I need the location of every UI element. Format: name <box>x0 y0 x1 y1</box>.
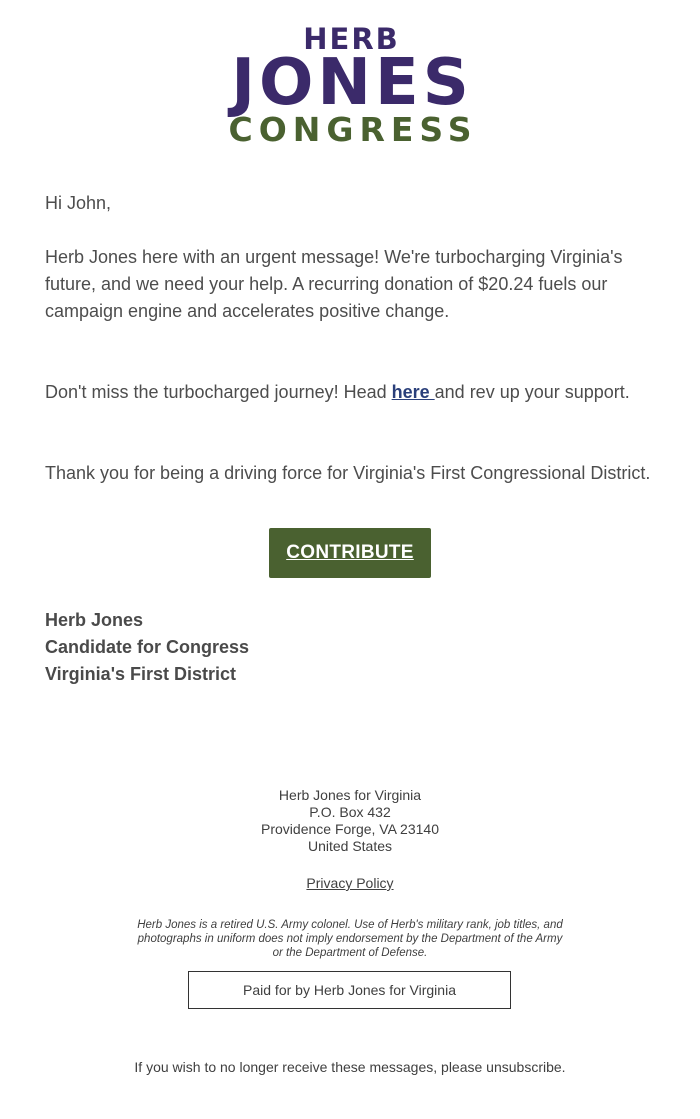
here-link[interactable]: here <box>391 382 435 402</box>
logo-herb-text: HERB <box>303 22 400 56</box>
cta-container <box>0 528 700 578</box>
unsubscribe-text[interactable]: If you wish to no longer receive these messages, please unsubscribe. <box>134 1059 566 1075</box>
privacy-container <box>0 875 700 892</box>
contribute-button[interactable]: CONTRIBUTE <box>269 528 431 578</box>
address-country: United States <box>307 838 393 854</box>
military-disclaimer: Herb Jones is a retired U.S. Army colonel. Use of Herb's military rank, job titles, and photographs in uniform does not imply endorsement by the Department of the Army or the Department of Defense. <box>137 919 563 959</box>
paragraph-urgent-message: Herb Jones here with an urgent message! We're turbocharging Virginia's future, and we need your help. A recurring donation of $20.24 fuels our campaign engine and accelerates positive change. <box>45 247 623 321</box>
address-org: Herb Jones for Virginia <box>278 787 422 803</box>
signature-name: Herb Jones <box>45 610 144 630</box>
logo-jones-text: JONES <box>231 46 473 120</box>
paragraph-call-to-action <box>45 379 665 406</box>
privacy-policy-link[interactable]: Privacy Policy <box>306 875 394 891</box>
paid-for-box: Paid for by Herb Jones for Virginia <box>188 971 511 1009</box>
address-city: Providence Forge, VA 23140 <box>261 821 439 837</box>
campaign-logo <box>0 24 700 148</box>
paragraph-thank-you: Thank you for being a driving force for Virginia's First Congressional District. <box>45 463 651 483</box>
paragraph-cta-after: and rev up your support. <box>434 382 630 402</box>
signature-district: Virginia's First District <box>45 664 237 684</box>
paragraph-cta-before: Don't miss the turbocharged journey! Head <box>45 382 392 402</box>
signature-block <box>45 607 249 688</box>
address-po-box: P.O. Box 432 <box>309 804 391 820</box>
signature-title: Candidate for Congress <box>45 637 250 657</box>
logo-congress-text: CONGRESS <box>228 110 478 149</box>
greeting: Hi John, <box>45 193 112 213</box>
footer-address <box>0 787 700 855</box>
